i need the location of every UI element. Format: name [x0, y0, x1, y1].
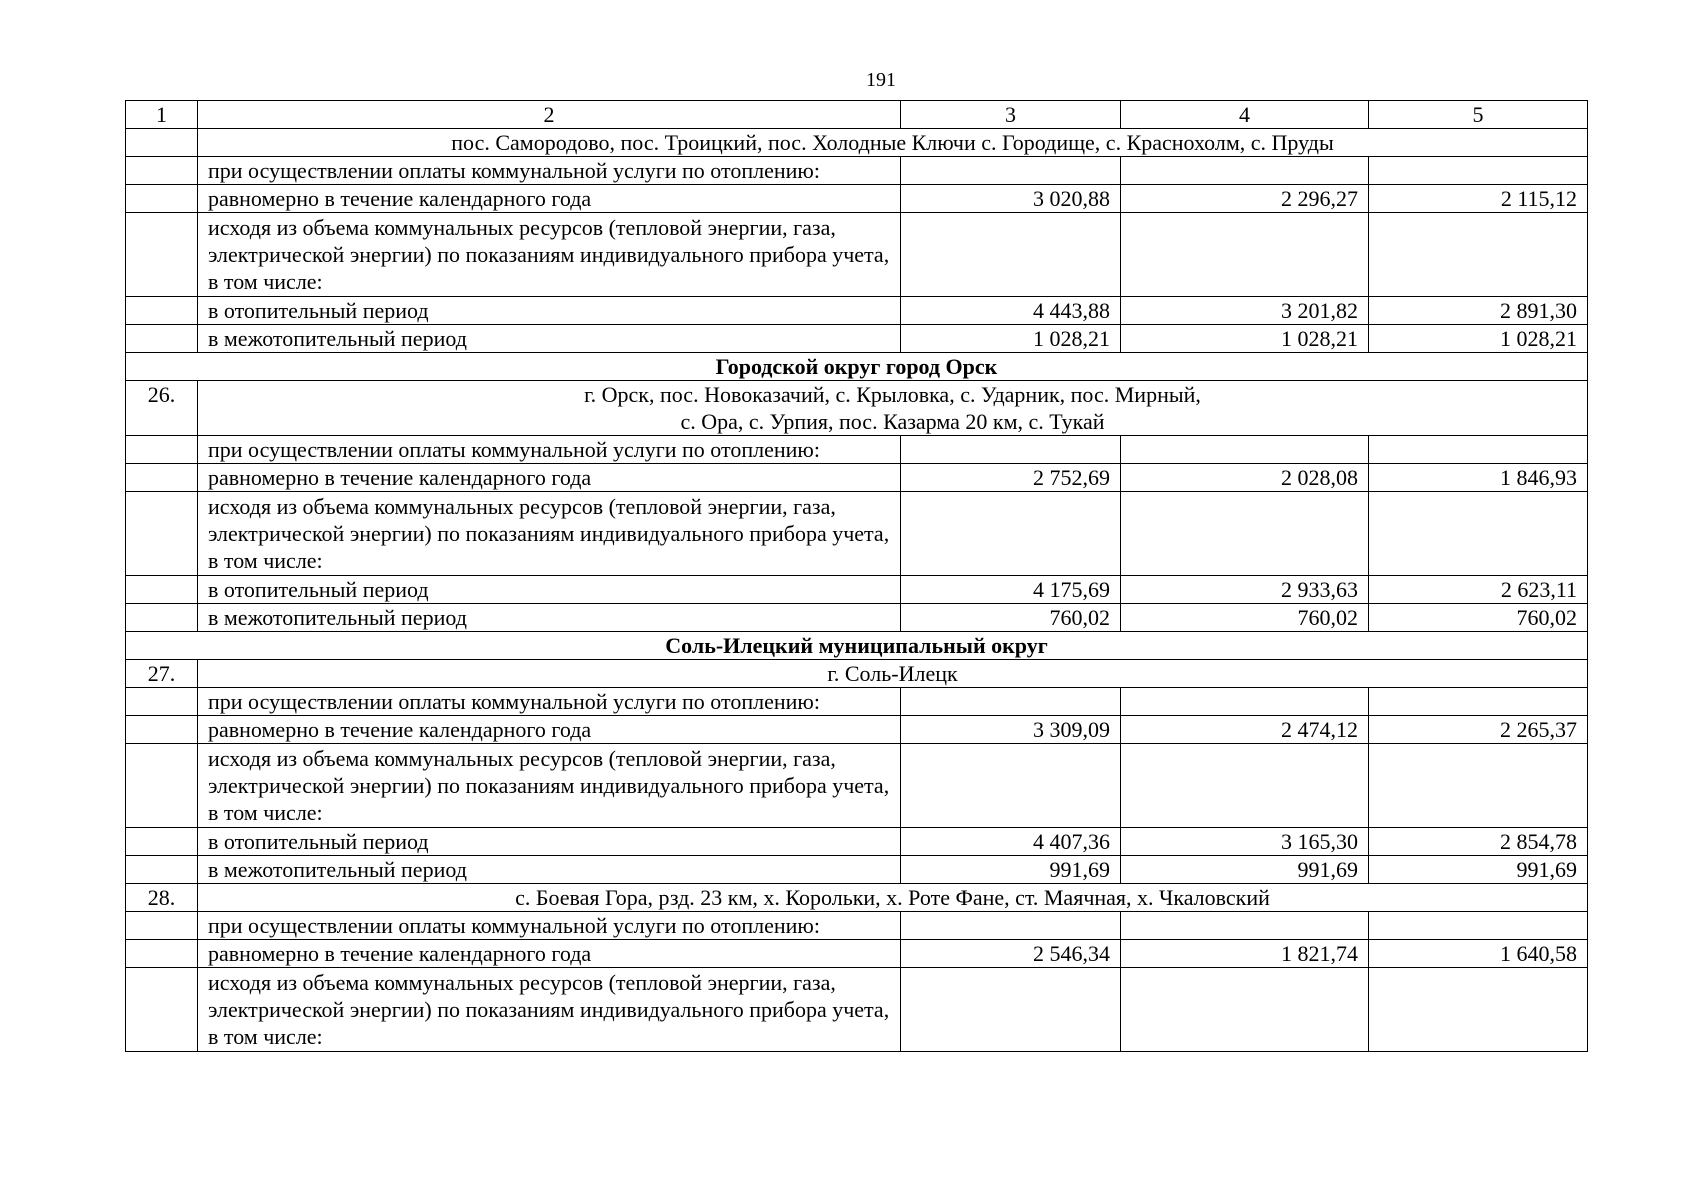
row-label: равномерно в течение календарного года [198, 464, 901, 492]
place-name: пос. Самородово, пос. Троицкий, пос. Холодные Ключи с. Городище, с. Краснохолм, с. Пруды [198, 129, 1588, 157]
table-row [126, 325, 1588, 353]
value-cell: 3 020,88 [901, 185, 1121, 213]
table-row [126, 604, 1588, 632]
table-row [126, 856, 1588, 884]
table-row [126, 213, 1588, 297]
value-cell: 2 854,78 [1369, 828, 1588, 856]
district-row [126, 353, 1588, 381]
row-label: исходя из объема коммунальных ресурсов (тепловой энергии, газа, электрической энергии) по показаниям индивидуального прибора учета, в том числе: [198, 492, 901, 576]
value-cell: 4 407,36 [901, 828, 1121, 856]
value-cell: 2 115,12 [1369, 185, 1588, 213]
value-cell: 991,69 [1121, 856, 1369, 884]
row-number: 28. [126, 884, 198, 912]
row-label: в межотопительный период [198, 856, 901, 884]
header-cell: 5 [1369, 101, 1588, 129]
row-label: в отопительный период [198, 576, 901, 604]
table-row [126, 716, 1588, 744]
page-number: 191 [866, 69, 896, 91]
value-cell: 3 309,09 [901, 716, 1121, 744]
row-number: 27. [126, 660, 198, 688]
table-row [126, 436, 1588, 464]
district-heading: Соль-Илецкий муниципальный округ [126, 632, 1588, 660]
place-name: с. Боевая Гора, рзд. 23 км, х. Корольки, х. Роте Фане, ст. Маячная, х. Чкаловский [198, 884, 1588, 912]
place-line: с. Ора, с. Урпия, пос. Казарма 20 км, с. Тукай [680, 409, 1105, 434]
row-number: 26. [126, 381, 198, 436]
district-heading: Городской округ город Орск [126, 353, 1588, 381]
value-cell: 760,02 [901, 604, 1121, 632]
value-cell: 760,02 [1369, 604, 1588, 632]
row-label: при осуществлении оплаты коммунальной услуги по отоплению: [198, 436, 901, 464]
row-label: при осуществлении оплаты коммунальной услуги по отоплению: [198, 912, 901, 940]
place-row [126, 660, 1588, 688]
value-cell: 2 546,34 [901, 940, 1121, 968]
value-cell: 4 175,69 [901, 576, 1121, 604]
table-row [126, 744, 1588, 828]
place-row [126, 381, 1588, 436]
row-label: равномерно в течение календарного года [198, 940, 901, 968]
value-cell: 2 296,27 [1121, 185, 1369, 213]
value-cell: 760,02 [1121, 604, 1369, 632]
table-row [126, 688, 1588, 716]
row-label: исходя из объема коммунальных ресурсов (тепловой энергии, газа, электрической энергии) по показаниям индивидуального прибора учета, в том числе: [198, 213, 901, 297]
value-cell: 2 891,30 [1369, 297, 1588, 325]
place-name [198, 381, 1588, 436]
value-cell: 1 846,93 [1369, 464, 1588, 492]
place-line: г. Орск, пос. Новоказачий, с. Крыловка, с. Ударник, пос. Мирный, [584, 382, 1201, 407]
tariff-table [125, 100, 1588, 1052]
table-row [126, 940, 1588, 968]
value-cell: 3 165,30 [1121, 828, 1369, 856]
value-cell: 1 028,21 [1369, 325, 1588, 353]
row-label: в отопительный период [198, 297, 901, 325]
place-name: г. Соль-Илецк [198, 660, 1588, 688]
value-cell: 1 028,21 [1121, 325, 1369, 353]
value-cell: 3 201,82 [1121, 297, 1369, 325]
row-label: в межотопительный период [198, 604, 901, 632]
header-cell: 3 [901, 101, 1121, 129]
value-cell: 2 933,63 [1121, 576, 1369, 604]
table-row [126, 492, 1588, 576]
value-cell: 4 443,88 [901, 297, 1121, 325]
row-number [126, 129, 198, 157]
header-cell: 2 [198, 101, 901, 129]
value-cell: 1 821,74 [1121, 940, 1369, 968]
header-cell: 1 [126, 101, 198, 129]
header-row [126, 101, 1588, 129]
table-row [126, 297, 1588, 325]
row-label: при осуществлении оплаты коммунальной услуги по отоплению: [198, 688, 901, 716]
row-label: равномерно в течение календарного года [198, 185, 901, 213]
row-label: равномерно в течение календарного года [198, 716, 901, 744]
value-cell: 2 474,12 [1121, 716, 1369, 744]
value-cell: 2 752,69 [901, 464, 1121, 492]
table-row [126, 157, 1588, 185]
table-row [126, 912, 1588, 940]
row-label: в отопительный период [198, 828, 901, 856]
table-row [126, 576, 1588, 604]
value-cell: 991,69 [1369, 856, 1588, 884]
header-cell: 4 [1121, 101, 1369, 129]
row-label: исходя из объема коммунальных ресурсов (тепловой энергии, газа, электрической энергии) по показаниям индивидуального прибора учета, в том числе: [198, 968, 901, 1052]
value-cell: 991,69 [901, 856, 1121, 884]
value-cell: 2 623,11 [1369, 576, 1588, 604]
value-cell: 1 640,58 [1369, 940, 1588, 968]
place-row [126, 884, 1588, 912]
value-cell: 2 265,37 [1369, 716, 1588, 744]
value-cell: 2 028,08 [1121, 464, 1369, 492]
row-label: исходя из объема коммунальных ресурсов (тепловой энергии, газа, электрической энергии) по показаниям индивидуального прибора учета, в том числе: [198, 744, 901, 828]
row-label: при осуществлении оплаты коммунальной услуги по отоплению: [198, 157, 901, 185]
row-label: в межотопительный период [198, 325, 901, 353]
district-row [126, 632, 1588, 660]
table-row [126, 464, 1588, 492]
value-cell: 1 028,21 [901, 325, 1121, 353]
table-row [126, 828, 1588, 856]
place-row [126, 129, 1588, 157]
table-row [126, 185, 1588, 213]
table-row [126, 968, 1588, 1052]
